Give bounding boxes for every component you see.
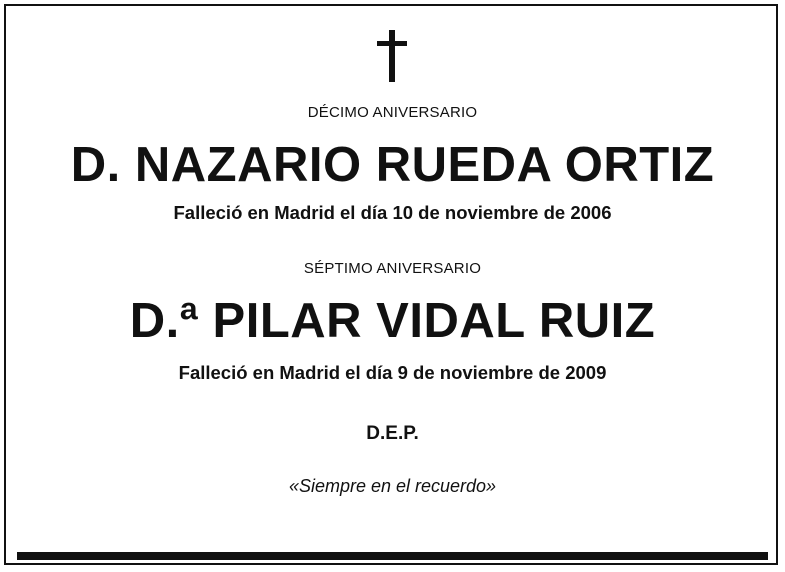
bottom-rule: [17, 552, 768, 560]
second-deceased-name: D.ª PILAR VIDAL RUIZ: [129, 294, 656, 348]
first-deceased-name: D. NAZARIO RUEDA ORTIZ: [70, 138, 715, 192]
first-death-info: Falleció en Madrid el día 10 de noviembre de 2006: [173, 202, 612, 223]
memorial-quote: «Siempre en el recuerdo»: [288, 476, 497, 496]
second-anniversary-label: SÉPTIMO ANIVERSARIO: [303, 260, 482, 277]
second-death-info: Falleció en Madrid el día 9 de noviembre de 2009: [178, 362, 607, 383]
first-anniversary-label: DÉCIMO ANIVERSARIO: [307, 104, 478, 121]
cross-icon: [377, 30, 407, 82]
dep-text: D.E.P.: [366, 423, 419, 444]
